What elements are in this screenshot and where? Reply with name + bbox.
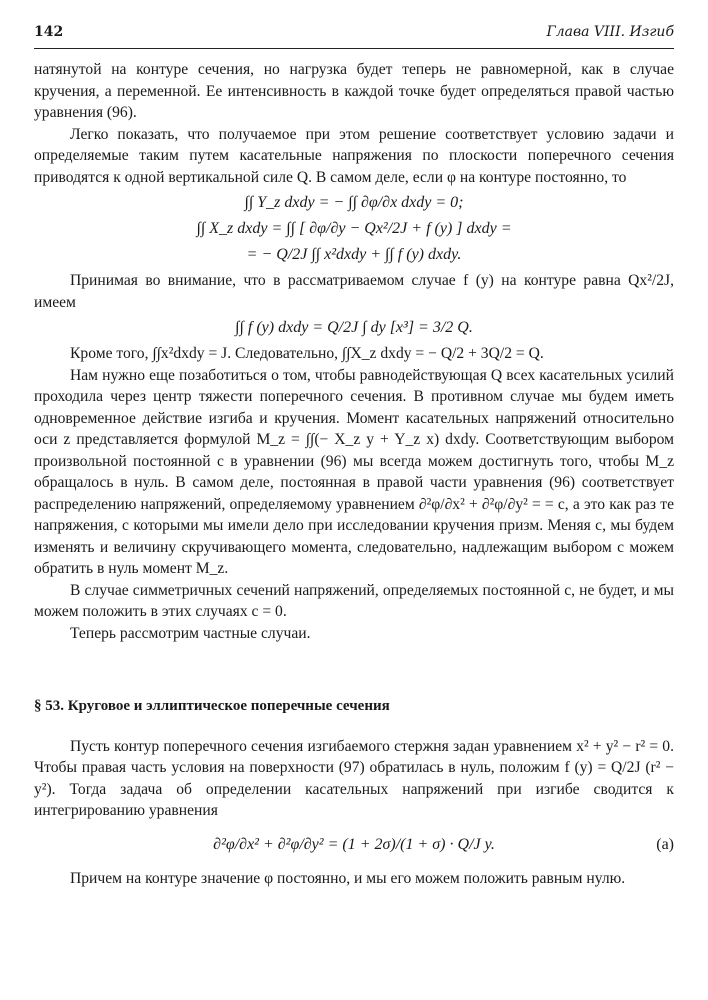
paragraph: натянутой на контуре сечения, но нагрузка будет теперь не равномерной, как в случае кручения, а переменной. Ее интенсивность в каждой точке будет определяться правой частью уравнения (96).: [34, 61, 674, 121]
page: [34, 22, 674, 889]
paragraph: Пусть контур поперечного сечения изгибаемого стержня задан уравнением x² + y² − r² = 0. Чтобы правая часть условия на поверхности (97) обратилась в нуль, положим f (y) = Q/2J (r² − y²). Тогда задача об определении касательных напряжений при изгибе сводится к интегрированию уравнения: [34, 737, 674, 819]
section-heading: § 53. Круговое и эллиптическое поперечные сечения: [34, 698, 390, 714]
equation-body: ∂²φ/∂x² + ∂²φ/∂y² = (1 + 2σ)/(1 + σ) · Q/J y.: [213, 835, 495, 853]
equation-tag: (a): [656, 835, 674, 853]
paragraph: Кроме того, ∫∫x²dxdy = J. Следовательно, ∫∫X_z dxdy = − Q/2 + 3Q/2 = Q.: [70, 345, 544, 362]
body-text: [34, 59, 674, 889]
paragraph: Причем на контуре значение φ постоянно, и мы его можем положить равным нулю.: [70, 869, 626, 887]
formula: = − Q/2J ∫∫ x²dxdy + ∫∫ f (y) dxdy.: [246, 246, 462, 263]
chapter-title: Глава VIII. Изгиб: [546, 24, 674, 40]
paragraph: Нам нужно еще позаботиться о том, чтобы равнодействующая Q всех касательных усилий проходила через центр тяжести поперечного сечения. В противном случае мы будем иметь одновременное действие изгиба и кручения. Момент касательных напряжений относительно оси z представляется формулой M_z = ∫∫(− X_z y + Y_z x) dxdy. Соответствующим выбором произвольной постоянной c в уравнении (96) мы всегда можем достигнуть того, чтобы M_z обращалось в нуль. В самом деле, постоянная в правой части уравнения (96) соответствует распределению напряжений, определяемому уравнением ∂²φ/∂x² + ∂²φ/∂y² = = c, а это как раз те напряжения, с которыми мы имели дело при исследовании кручения призм. Меняя c, мы будем изменять и величину скручивающего момента, следовательно, надлежащим выбором c можем обратить в нуль момент M_z.: [34, 366, 674, 577]
numbered-equation: [34, 830, 674, 860]
paragraph: Легко показать, что получаемое при этом решение соответствует условию задачи и определяемые таким путем касательные напряжения по плоскости поперечного сечения приводятся к одной вертикальной силе Q. В самом деле, если φ на контуре постоянно, то: [34, 125, 674, 186]
formula: ∫∫ X_z dxdy = ∫∫ [ ∂φ/∂y − Qx²/2J + f (y) ] dxdy =: [196, 220, 512, 237]
formula: ∫∫ Y_z dxdy = − ∫∫ ∂φ/∂x dxdy = 0;: [244, 194, 464, 211]
paragraph: В случае симметричных сечений напряжений, определяемых постоянной c, не будет, и мы можем положить в этих случаях c = 0.: [34, 581, 674, 620]
page-number: 142: [34, 24, 64, 40]
paragraph: Теперь рассмотрим частные случаи.: [70, 624, 311, 642]
formula: ∫∫ f (y) dxdy = Q/2J ∫ dy [x³] = 3/2 Q.: [235, 319, 473, 336]
paragraph: Принимая во внимание, что в рассматриваемом случае f (y) на контуре равна Qx²/2J, имеем: [34, 272, 674, 311]
running-header: [34, 22, 674, 49]
